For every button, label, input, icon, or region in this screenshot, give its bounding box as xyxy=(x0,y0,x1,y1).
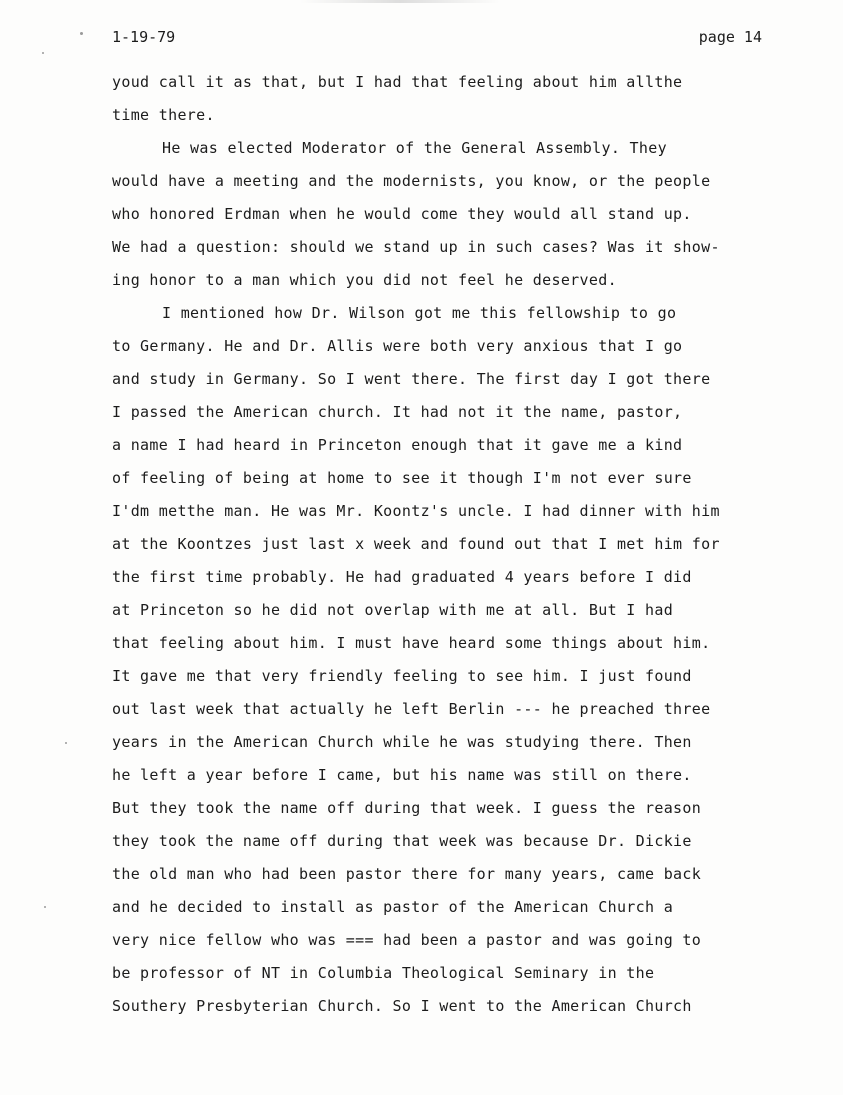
text-line: time there. xyxy=(112,106,215,124)
text-line: and study in Germany. So I went there. The first day I got there xyxy=(112,370,711,388)
text-line: of feeling of being at home to see it though I'm not ever sure xyxy=(112,469,692,487)
text-line: He was elected Moderator of the General Assembly. They xyxy=(162,139,667,157)
text-line: ing honor to a man which you did not feel he deserved. xyxy=(112,271,617,289)
text-line: at the Koontzes just last x week and found out that I met him for xyxy=(112,535,720,553)
text-line: who honored Erdman when he would come they would all stand up. xyxy=(112,205,692,223)
page-number: page 14 xyxy=(698,28,762,46)
text-line: very nice fellow who was === had been a pastor and was going to xyxy=(112,931,702,949)
text-line: that feeling about him. I must have heard some things about him. xyxy=(112,634,711,652)
text-line: It gave me that very friendly feeling to see him. I just found xyxy=(112,667,692,685)
text-line: they took the name off during that week was because Dr. Dickie xyxy=(112,832,692,850)
text-line: the old man who had been pastor there for many years, came back xyxy=(112,865,702,883)
text-line: Southery Presbyterian Church. So I went to the American Church xyxy=(112,997,692,1015)
scan-noise xyxy=(300,0,500,3)
text-line: at Princeton so he did not overlap with me at all. But I had xyxy=(112,601,674,619)
text-line: years in the American Church while he was studying there. Then xyxy=(112,733,692,751)
page-header xyxy=(112,28,762,52)
text-line: and he decided to install as pastor of the American Church a xyxy=(112,898,674,916)
text-line: a name I had heard in Princeton enough that it gave me a kind xyxy=(112,436,683,454)
date-label: 1-19-79 xyxy=(112,28,176,46)
scan-speck xyxy=(44,906,46,908)
text-line: be professor of NT in Columbia Theological Seminary in the xyxy=(112,964,655,982)
scan-speck xyxy=(80,32,83,35)
text-line: I mentioned how Dr. Wilson got me this fellowship to go xyxy=(162,304,677,322)
text-line: the first time probably. He had graduated 4 years before I did xyxy=(112,568,692,586)
scan-speck xyxy=(42,52,44,54)
text-line: We had a question: should we stand up in such cases? Was it show- xyxy=(112,238,720,256)
text-line: he left a year before I came, but his name was still on there. xyxy=(112,766,692,784)
text-line: out last week that actually he left Berlin --- he preached three xyxy=(112,700,711,718)
text-line: I'dm metthe man. He was Mr. Koontz's uncle. I had dinner with him xyxy=(112,502,720,520)
text-line: But they took the name off during that week. I guess the reason xyxy=(112,799,702,817)
text-line: would have a meeting and the modernists, you know, or the people xyxy=(112,172,711,190)
text-line: youd call it as that, but I had that feeling about him allthe xyxy=(112,73,683,91)
text-line: to Germany. He and Dr. Allis were both very anxious that I go xyxy=(112,337,683,355)
text-line: I passed the American church. It had not it the name, pastor, xyxy=(112,403,683,421)
scan-speck xyxy=(65,742,67,744)
